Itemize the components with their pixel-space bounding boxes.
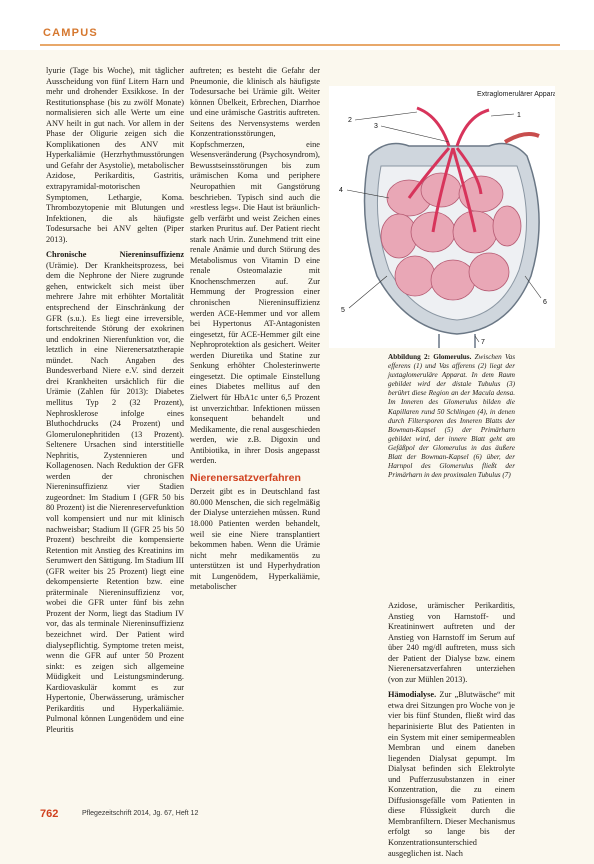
section-heading: Nierenersatzverfahren: [190, 471, 301, 484]
figure-number: 5: [341, 307, 345, 314]
caption-text: Zwischen Vas efferens (1) und Vas afferens (2) liegt der juxtaglomeruläre Apparat. In dem Raum gebildet wird der distale Tubulus (3) berührt diese Region an der Macula densa. Im Inneren des Glomerulus bilden die Kapillaren rund 50 Schlingen (4), in denen durch Filtersporen des Inneren Blatts der Bowman-Kapsel (5) der Primärharn gebildet wird, der innere Blatt geht am Gefäßpol der Glomerulus in das äußere Blatt der Bowman-Kapsel (6) über, der Harnpol des Glomerulus fließt der Primärharn in den proximalen Tubulus (7): [388, 353, 516, 480]
paragraph: auftreten; es besteht die Gefahr der Pneumonie, die klinisch als häufigste Todesursache bei Urämie gilt. Weiter können Übelkeit, Erbrechen, Diarrhoe und eine urämische Gastritis auftreten. Seitens des Nervensystems werden Konzentrationsstörungen, Kopfschmerzen, eine Wesensveränderung (Psychosyndrom), Bewusstseinsstörungen bis zum urämischen Koma und periphere Neuropathien mit Gangstörung beschrieben. Typisch sind auch die »restless legs«. Die Haut ist bräunlich-gelb verfärbt und weist Zeichen eines starken Pruritus auf. Der Patient riecht stark nach Urin. Zunehmend tritt eine renale Anämie und durch Störung des Metabolismus von Vitamin D eine renale Osteomalazie mit Knochenschmerzen auf. Zur Hemmung der Progression einer chronischen Niereninsuffizienz werden ACE-Hemmer und vor allem bei Hypertonus AT-Antagonisten eingesetzt, für ACE-Hemmer gilt eine Nephroprotektion als gesichert. Weiter werden Diuretika und Statine zur Senkung erhöhter Cholesterinwerte eingesetzt. Die optimale Einstellung eines Diabetes mellitus auf den Zielwert für HbA1c unter 6,5 Prozent ist unverzichtbar. Infektionen müssen konsequent behandelt und Medikamente, die renal ausgeschieden werden, wie z.B. Digoxin und Antibiotika, in ihrer Dosis angepasst werden.: [190, 66, 320, 466]
paragraph-text: Zur „Blutwäsche“ mit etwa drei Sitzungen pro Woche von je vier bis fünf Stunden, fließt wird das heparinisierte Blut des Patienten in ein System mit einer semipermeablen Membran und einem daneben liegenden Dialysat gepumpt. Im Dialysat befinden sich Elektrolyte und Pufferzusubstanzen in einer Konzentration, die zu einem Diffusionsgefälle vom Patienten in diese Flüssigkeit durch die Membranfiltern. Dieser Mechanismus erfolgt so lange bis der Konzentrationsunterschied ausgeglichen ist. Nach: [388, 690, 515, 858]
paragraph: lyurie (Tage bis Woche), mit täglicher Ausscheidung von fünf Litern Harn und mehr und drohender Exsikkose. In der Restitutionsphase (bis zu zwölf Monate) normalisieren sich alle Werte um eine ANV heilt in gut nach. Vor allem in der Phase der Oligurie zeigen sich die Komplikationen des ANV mit Hyperkaliämie (Herzrhythmusstörungen und Gefahr der Asystolie), metabolischer Azidose, Perikarditis, Gastritis, extrapyramidal-motorischen Symptomen, Lethargie, Koma. Thrombozytopenie mit Blutungen und Infektionen, die als häufigste Todesursache bei ANV gelten (Piper 2013).: [46, 66, 184, 244]
page-number: 762: [40, 808, 59, 820]
text-column-1: [46, 66, 184, 740]
section-label: CAMPUS: [43, 27, 98, 39]
glomerulus-illustration: [329, 86, 555, 348]
figure-number: 2: [348, 117, 352, 124]
figure-number: 4: [339, 187, 343, 194]
journal-citation: Pflegezeitschrift 2014, Jg. 67, Heft 12: [82, 810, 199, 817]
figure-label: Extraglomerulärer Apparat: [477, 91, 555, 98]
glomerulus-svg: [329, 86, 555, 348]
figure-number: 3: [374, 123, 378, 130]
header-rule: [40, 44, 560, 46]
page-footer: [0, 802, 594, 835]
paragraph: Azidose, urämischer Perikarditis, Anstieg von Harnstoff- und Kreatininwert auftreten und der Anstieg von Harnstoff im Serum auf über 240 mg/dl auftreten, muss sich der Patient der Dialyse bzw. einem Nierenersatzverfahren unterziehen (von zur Mühlen 2013).: [388, 601, 515, 684]
figure-number: 1: [517, 112, 521, 119]
caption-heading: Abbildung 2: Glomerulus.: [388, 353, 472, 361]
text-column-2: [190, 66, 320, 598]
figure-number: 7: [481, 339, 485, 346]
paragraph-text: (Urämie). Der Krankheitsprozess, bei dem die Nephrone der Niere zugrunde gehen, entwickelt sich meist über mehrere Jahre mit erhöhter Mortalität entsprechend der Einschränkung der GFR (s.u.). Es liegt eine irreversible, fortschreitende Störung der exokrinen und endokrinen Nierenfunktion vor, die letztlich in eine Nierenersatztherapie mündet. Nach Angaben des Bundesverband Niere e.V. sind derzeit drei Krankheiten ursächlich für die Urämie (Zahlen für 2013): Diabetes mellitus Typ 2 (32 Prozent), Nephrosklerose infolge eines Bluthochdrucks (24 Prozent) und Glomerulonephritiden (13 Prozent). Seltenere Ursachen sind interstitielle Nephritis, Zystennieren und Kollagenosen. Nach Reduktion der GFR werden der chronischen Niereninsuffizienz vier Stadien zugeordnet: Im Stadium I (GFR 50 bis 80 Prozent) ist die Nierenreservefunktion voll kompensiert und nur mit klinisch nachweisbar; Stadium II (GFR 25 bis 50 Prozent) beschreibt die kompensierte Retention mit Anstieg des Kreatinins im Serumwert den Sättigung. Im Stadium III (GFR weiter bis 25 Prozent) liegt eine dekompensierte Retention bzw. eine präterminale Niereninsuffizienz vor, wobei die GFR unter fünf bis zehn Prozent der Norm, liegt das Stadium IV vor, das als terminale Niereninsuffizienz bezeichnet wird. Der Patient wird dialysepflichtig. Symptome treten meist, wenn die GFR auf unter 50 Prozent sinkt: es zeigen sich allgemeine Müdigkeit und Leistungsminderung. Kardiovaskulär kommt es zur Hypertonie, Überwässerung, urämischer Perikarditis und Hyperkaliämie. Pulmonal können Lungenödem und eine Pleuritis: [46, 260, 184, 734]
capillary-loops: [381, 173, 521, 300]
paragraph: Derzeit gibt es in Deutschland fast 80.000 Menschen, die sich regelmäßig der Dialyse unterziehen müssen. Rund 18.000 Patienten werden behandelt, weil sie eine Niere transplantiert bekommen haben. Wenn die Urämie nicht mehr medikamentös zu unterstützen ist und Hyperhydration mit Lungenödem, Hyperkaliämie, metabolischer: [190, 487, 320, 592]
page-header: [0, 0, 594, 50]
figure-number: 6: [543, 299, 547, 306]
run-in-heading: Chronische Niereninsuffizienz: [46, 250, 184, 260]
paragraph: [46, 250, 184, 735]
run-in-heading: Hämodialyse.: [388, 690, 437, 700]
figure-caption: [388, 353, 515, 480]
